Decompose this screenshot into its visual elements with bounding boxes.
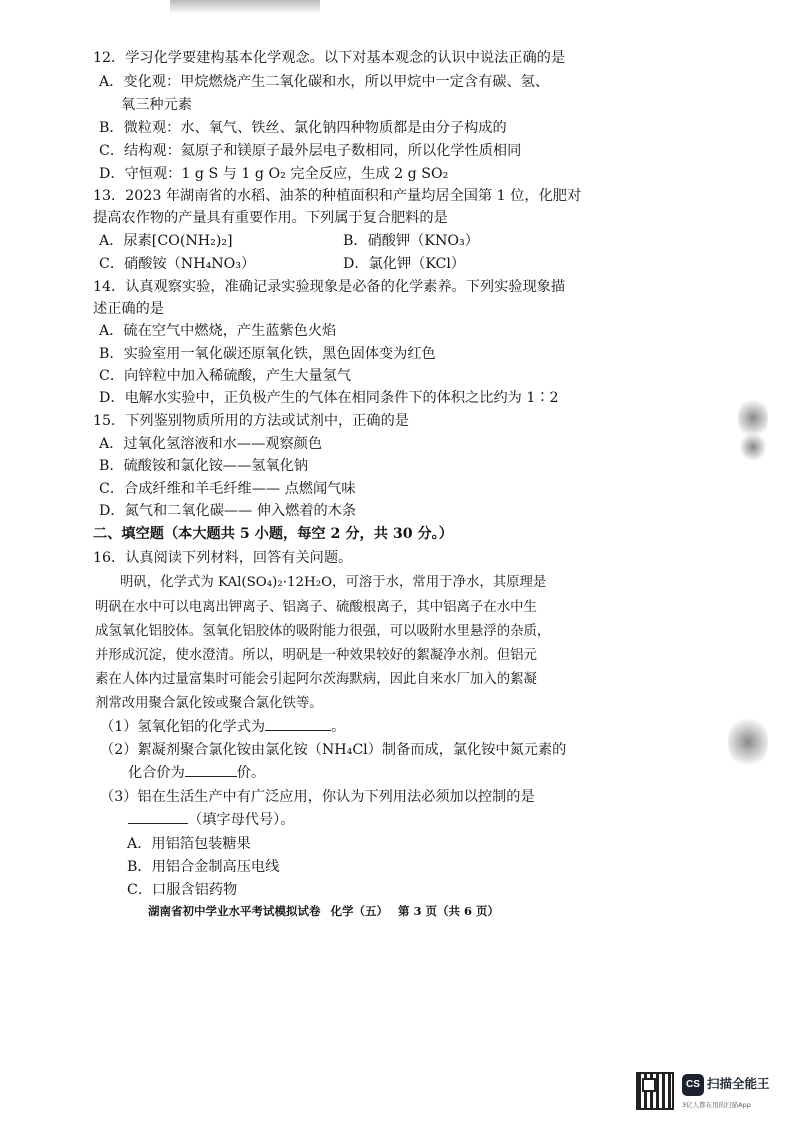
q15-option-d: D．氮气和二氧化碳—— 伸入燃着的木条 <box>99 503 357 519</box>
q13-option-c: C．硝酸铵（NH₄NO₃） <box>99 256 256 272</box>
q16-sub2-line2 <box>128 762 265 784</box>
q14-stem-1: 14．认真观察实验，准确记录实验现象是必备的化学素养。下列实验现象描 <box>93 279 566 295</box>
q15-option-a: A．过氧化氢溶液和水——观察颜色 <box>99 436 323 452</box>
q12-option-a-cont: 氧三种元素 <box>121 97 192 113</box>
q14-option-a: A．硫在空气中燃烧，产生蓝紫色火焰 <box>99 323 337 339</box>
q15-stem: 15．下列鉴别物质所用的方法或试剂中，正确的是 <box>93 413 409 429</box>
q16-material-line: 剂常改用聚合氯化铵或聚合氯化铁等。 <box>95 696 323 711</box>
q13-option-a: A．尿素[CO(NH₂)₂] <box>99 233 233 249</box>
page-footer <box>148 903 509 919</box>
q16-material-line: 明矾在水中可以电离出钾离子、铝离子、硫酸根离子，其中铝离子在水中生 <box>95 600 537 615</box>
q16-material-line: 成氢氧化铝胶体。氢氧化铝胶体的吸附能力很强，可以吸附水里悬浮的杂质， <box>95 624 551 639</box>
q14-option-b: B．实验室用一氧化碳还原氧化铁，黑色固体变为红色 <box>99 346 436 362</box>
q16-sub3-option-a: A．用铝箔包装糖果 <box>127 836 251 852</box>
scan-smudge-top <box>170 0 320 14</box>
q13-option-d: D．氯化钾（KCl） <box>343 256 466 272</box>
q16-sub3-option-b: B．用铝合金制高压电线 <box>127 859 280 875</box>
q16-sub3-end: （填字母代号）。 <box>188 812 295 828</box>
q16-sub3-answer-blank[interactable] <box>128 809 188 824</box>
q14-option-c: C．向锌粒中加入稀硫酸，产生大量氢气 <box>99 368 352 384</box>
q12-option-a: A．变化观：甲烷燃烧产生二氧化碳和水，所以甲烷中一定含有碳、氢、 <box>99 74 550 90</box>
qr-code-icon <box>636 1072 674 1110</box>
scanner-tagline: 3亿人都在用的扫描App <box>682 1101 751 1109</box>
q16-sub3-line2 <box>128 809 294 831</box>
q16-material-line: 并形成沉淀，使水澄清。所以，明矾是一种效果较好的絮凝净水剂。但铝元 <box>95 648 537 663</box>
q12-option-b: B．微粒观：水、氧气、铁丝、氯化钠四种物质都是由分子构成的 <box>99 120 507 136</box>
q15-option-c: C．合成纤维和羊毛纤维—— 点燃闻气味 <box>99 481 356 497</box>
q12-option-c: C．结构观：氦原子和镁原子最外层电子数相同，所以化学性质相同 <box>99 143 522 159</box>
q16-sub2-line1: （2）絮凝剂聚合氯化铵由氯化铵（NH₄Cl）制备而成，氯化铵中氮元素的 <box>100 742 567 758</box>
q16-sub1-answer-blank[interactable] <box>265 716 331 731</box>
q13-stem-2: 提高农作物的产量具有重要作用。下列属于复合肥料的是 <box>93 210 448 226</box>
q16-sub2-end: 价。 <box>236 765 266 781</box>
q16-sub1-text: （1）氢氧化铝的化学式为 <box>100 719 266 735</box>
q14-option-d: D．电解水实验中，正负极产生的气体在相同条件下的体积之比约为 1∶2 <box>99 390 559 406</box>
camscanner-logo-icon: CS <box>682 1074 704 1096</box>
q12-stem: 12．学习化学要建构基本化学观念。以下对基本观念的认识中说法正确的是 <box>93 50 566 66</box>
q16-stem: 16．认真阅读下列材料，回答有关问题。 <box>93 550 353 566</box>
footer-exam-title: 湖南省初中学业水平考试模拟试卷 <box>148 904 321 918</box>
q16-sub2-answer-blank[interactable] <box>185 762 237 777</box>
scan-smudge-right-3 <box>728 714 768 770</box>
q12-option-d: D．守恒观：1 g S 与 1 g O₂ 完全反应，生成 2 g SO₂ <box>99 166 449 182</box>
scanner-app-name: 扫描全能王 <box>707 1076 770 1091</box>
q16-sub1-end: 。 <box>331 719 346 735</box>
scanner-watermark <box>636 1072 786 1116</box>
section-heading: 二、填空题（本大题共 5 小题，每空 2 分，共 30 分。） <box>93 526 453 542</box>
footer-subject: 化学（五） <box>330 904 388 918</box>
q15-option-b: B．硫酸铵和氯化铵——氢氧化钠 <box>99 458 309 474</box>
q16-material-line: 素在人体内过量富集时可能会引起阿尔茨海默病，因此自来水厂加入的絮凝 <box>95 672 537 687</box>
q13-stem-1: 13．2023 年湖南省的水稻、油茶的种植面积和产量均居全国第 1 位，化肥对 <box>93 188 582 204</box>
q16-sub2-text: 化合价为 <box>128 765 185 781</box>
q14-stem-2: 述正确的是 <box>93 301 164 317</box>
footer-page-number: 第 3 页（共 6 页） <box>398 904 500 918</box>
q16-sub3-line1: （3）铝在生活生产中有广泛应用，你认为下列用法必须加以控制的是 <box>100 789 535 805</box>
q16-sub1 <box>100 716 345 738</box>
q16-material-line: 明矾，化学式为 KAl(SO₄)₂·12H₂O，可溶于水，常用于净水，其原理是 <box>120 575 547 590</box>
q16-sub3-option-c: C．口服含铝药物 <box>127 882 238 898</box>
scan-smudge-right-2 <box>740 432 766 462</box>
q13-option-b: B．硝酸钾（KNO₃） <box>343 233 479 249</box>
